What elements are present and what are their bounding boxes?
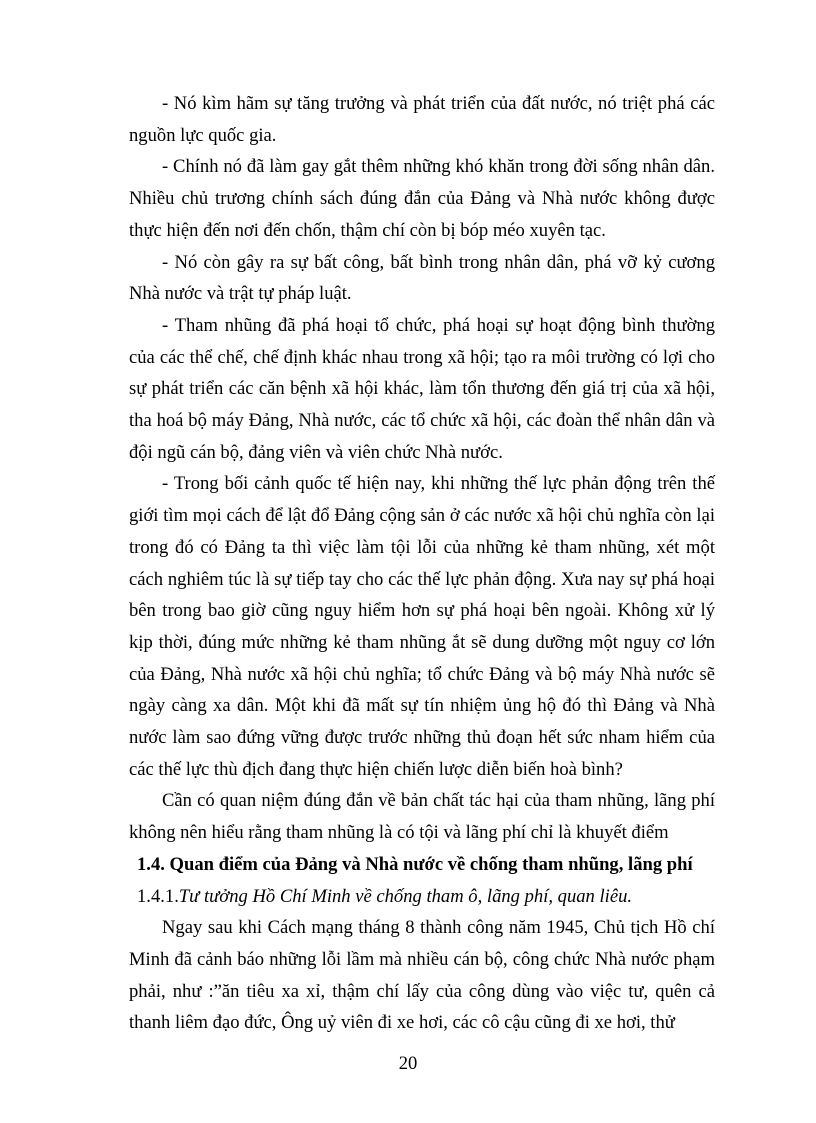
paragraph-correct-view: Cần có quan niệm đúng đắn về bản chất tác hại của tham nhũng, lãng phí không nên hiểu rằng tham nhũng là có tội và lãng phí chỉ là khuyết điểm: [129, 790, 715, 844]
paragraph-institutional-harm: - Tham nhũng đã phá hoại tổ chức, phá hoại sự hoạt động bình thường của các thể chế, chế định khác nhau trong xã hội; tạo ra môi trường có lợi cho sự phát triển các căn bệnh xã hội khác, làm tổn thương đến giá trị của xã hội, tha hoá bộ máy Đảng, Nhà nước, các tổ chức xã hội, các đoàn thể nhân dân và đội ngũ cán bộ, đảng viên và viên chức Nhà nước.: [129, 314, 715, 463]
paragraph-injustice: - Nó còn gây ra sự bất công, bất bình trong nhân dân, phá vỡ kỷ cương Nhà nước và trật tự pháp luật.: [129, 251, 715, 305]
paragraph-livelihood-harm: - Chính nó đã làm gay gắt thêm những khó khăn trong đời sống nhân dân. Nhiều chủ trương chính sách đúng đắn của Đảng và Nhà nước không được thực hiện đến nơi đến chốn, thậm chí còn bị bóp méo xuyên tạc.: [129, 156, 715, 241]
subsection-number: 1.4.1.: [137, 885, 179, 907]
paragraph-ho-chi-minh-warning: Ngay sau khi Cách mạng tháng 8 thành công năm 1945, Chủ tịch Hồ chí Minh đã cảnh báo những lỗi lầm mà nhiều cán bộ, công chức Nhà nước phạm phải, như :”ăn tiêu xa xỉ, thậm chí lấy của công dùng vào việc tư, quên cả thanh liêm đạo đức, Ông uỷ viên đi xe hơi, các cô cậu cũng đi xe hơi, thử: [129, 917, 715, 1034]
subsection-heading: [129, 881, 715, 913]
section-heading: 1.4. Quan điểm của Đảng và Nhà nước về chống tham nhũng, lãng phí: [137, 853, 693, 875]
paragraph-economic-harm: - Nó kìm hãm sự tăng trưởng và phát triển của đất nước, nó triệt phá các nguồn lực quốc gia.: [129, 93, 715, 146]
page-number: 20: [398, 1053, 418, 1074]
subsection-title: Tư tưởng Hồ Chí Minh về chống tham ô, lãng phí, quan liêu.: [178, 885, 633, 907]
paragraph-international-context: - Trong bối cảnh quốc tế hiện nay, khi những thế lực phản động trên thế giới tìm mọi cách để lật đổ Đảng cộng sản ở các nước xã hội chủ nghĩa còn lại trong đó có Đảng ta thì việc làm tội lỗi của những kẻ tham nhũng, xét một cách nghiêm túc là sự tiếp tay cho các thế lực phản động. Xưa nay sự phá hoại bên trong bao giờ cũng nguy hiểm hơn sự phá hoại bên ngoài. Không xử lý kịp thời, đúng mức những kẻ tham nhũng ắt sẽ dung dưỡng một nguy cơ lớn của Đảng, Nhà nước xã hội chủ nghĩa; tổ chức Đảng và bộ máy Nhà nước sẽ ngày càng xa dân. Một khi đã mất sự tín nhiệm ủng hộ đó thì Đảng và Nhà nước làm sao đứng vững được trước những thủ đoạn hết sức nham hiểm của các thế lực thù địch đang thực hiện chiến lược diễn biến hoà bình?: [129, 473, 715, 780]
page-body: [129, 88, 715, 1039]
